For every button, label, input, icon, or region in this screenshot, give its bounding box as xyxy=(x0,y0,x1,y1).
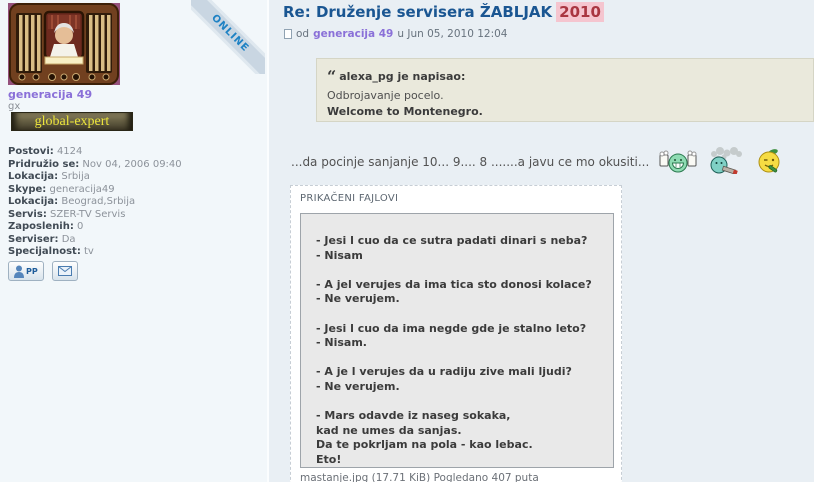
attached-image-text-line: - Mars odavde iz naseg sokaka, xyxy=(316,409,511,423)
profile-field-label: Serviser: xyxy=(8,233,59,245)
profile-field-label: Lokacija: xyxy=(8,171,59,182)
profile-field-row xyxy=(8,209,182,222)
profile-field-row xyxy=(8,234,182,247)
global-expert-banner: global-expert xyxy=(11,112,133,131)
attached-image-text-line xyxy=(316,395,613,410)
post-title-link[interactable] xyxy=(283,3,604,21)
profile-field-value: 0 xyxy=(77,221,84,232)
profile-field-label: Skype: xyxy=(8,183,47,195)
profile-field-row xyxy=(8,196,182,209)
profile-field-label: Postovi: xyxy=(8,146,54,157)
attached-image-text-line: - A je l verujes da u radiju zive mali ljudi? xyxy=(316,365,572,379)
attached-image-text-line xyxy=(316,263,613,278)
quote-mark-icon: “ xyxy=(327,67,337,86)
online-status-ribbon: ONLINE xyxy=(191,0,265,74)
profile-field-label: Lokacija: xyxy=(8,196,59,207)
profile-rank-text: gx xyxy=(8,101,21,112)
profile-field-value: Srbija xyxy=(61,171,90,182)
profile-field-row xyxy=(8,221,182,234)
smiley-row xyxy=(659,147,782,174)
leaf-wink-smiley-icon xyxy=(757,148,782,174)
attachments-panel xyxy=(290,185,622,482)
attached-image-text-line: - Jesi l cuo da ce sutra padati dinari s neba? xyxy=(316,234,588,247)
profile-buttons xyxy=(8,261,78,281)
profile-field-value: tv xyxy=(84,246,94,257)
profile-field-row xyxy=(8,171,182,184)
quote-cite-text: alexa_pg je napisao: xyxy=(339,70,466,83)
attachment-caption: mastanje.jpg (17.71 KiB) Pogledano 407 puta xyxy=(300,472,539,482)
profile-username-link[interactable]: generacija 49 xyxy=(8,88,93,101)
post-content-area xyxy=(283,0,814,482)
quote-citation xyxy=(327,65,803,84)
profile-field-value: 4124 xyxy=(56,146,83,157)
private-message-button[interactable] xyxy=(8,261,44,281)
quote-line-2: Welcome to Montenegro. xyxy=(327,105,483,118)
post-author-link[interactable]: generacija 49 xyxy=(313,28,394,40)
profile-field-value: Da xyxy=(61,233,76,245)
profile-field-label: Specijalnost: xyxy=(8,246,81,257)
attachments-header: PRIKAČENI FAJLOVI xyxy=(300,193,399,204)
pp-button-label: PP xyxy=(26,266,38,276)
post-body-text: ...da pocinje sanjanje 10... 9.... 8 .......a javu ce mo okusiti... xyxy=(291,155,650,169)
profile-field-row xyxy=(8,246,182,259)
post-profile-panel xyxy=(0,0,269,482)
page-icon xyxy=(284,29,292,39)
email-button[interactable] xyxy=(52,261,78,281)
online-ribbon-wrap xyxy=(191,0,265,74)
profile-field-row xyxy=(8,184,182,197)
post-by-label: od xyxy=(296,28,310,40)
attached-image-text-line xyxy=(316,351,613,366)
profile-field-row xyxy=(8,159,182,172)
attached-image-text-line: - Ne verujem. xyxy=(316,379,400,393)
attached-image-text-line: Eto! xyxy=(316,452,342,466)
profile-field-row xyxy=(8,146,182,159)
profile-field-value: Beograd,Srbija xyxy=(61,196,136,207)
profile-field-label: Pridružio se: xyxy=(8,158,80,170)
attached-image-text-line: - A jel verujes da ima tica sto donosi kolace? xyxy=(316,277,592,291)
post-body-line xyxy=(291,138,782,174)
profile-person-icon xyxy=(14,265,24,278)
quote-box xyxy=(316,58,814,122)
attached-image-preview[interactable] xyxy=(300,213,614,468)
attached-image-text-line: Da te pokrljam na pola - kao lebac. xyxy=(316,438,533,452)
post-title-text: Re: Druženje servisera ŽABLJAK xyxy=(283,3,553,21)
profile-field-value: SZER-TV Servis xyxy=(50,208,126,220)
profile-field-label: Zaposlenih: xyxy=(8,221,74,232)
smoking-smiley-icon xyxy=(706,147,748,174)
profile-field-label: Servis: xyxy=(8,208,47,220)
profile-fields xyxy=(8,146,182,259)
post-date-text: u Jun 05, 2010 12:04 xyxy=(397,28,508,40)
attached-image-text-line: kad ne umes da sanjas. xyxy=(316,423,462,437)
attached-image-text-line xyxy=(316,307,613,322)
user-avatar-vintage-tv[interactable] xyxy=(8,3,120,85)
search-highlight-badge: 2010 xyxy=(556,2,604,22)
attached-image-text-line: - Nisam xyxy=(316,248,363,262)
attached-image-text-line: - Nisam. xyxy=(316,336,367,350)
post-meta-line xyxy=(284,28,507,40)
attached-image-text-line: - Ne verujem. xyxy=(316,292,400,306)
profile-field-value: Nov 04, 2006 09:40 xyxy=(82,158,182,170)
envelope-icon xyxy=(58,266,72,276)
cheers-smiley-icon xyxy=(659,149,697,174)
attached-image-text-line: - Jesi l cuo da ima negde gde je stalno leto? xyxy=(316,321,587,335)
quote-line-1: Odbrojavanje pocelo. xyxy=(327,89,444,102)
profile-field-value: generacija49 xyxy=(49,183,115,195)
